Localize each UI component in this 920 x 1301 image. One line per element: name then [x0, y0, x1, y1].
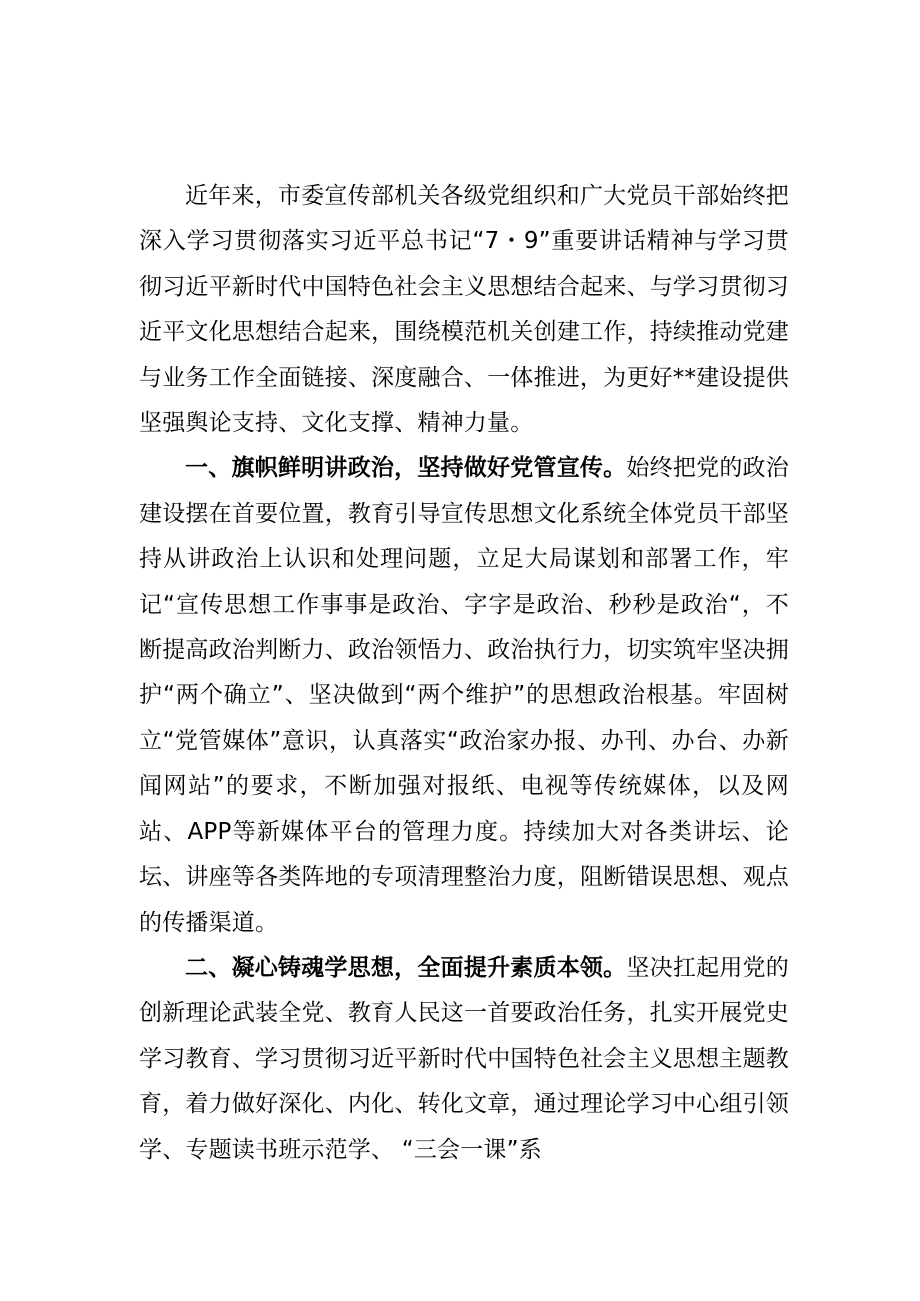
intro-paragraph [139, 174, 789, 446]
section-2-text: 坚决扛起用党的创新理论武装全党、教育人民这一首要政治任务，扎实开展党史学习教育、学习贯彻习近平新时代中国特色社会主义思想主题教育，着力做好深化、内化、转化文章，通过理论学习中心组引领学、专题读书班示范学、 “三会一课”系 [139, 954, 789, 1163]
section-1-text: 始终把党的政治建设摆在首要位置，教育引导宣传思想文化系统全体党员干部坚持从讲政治上认识和处理问题，立足大局谋划和部署工作，牢记“宣传思想工作事事是政治、字字是政治、秒秒是政治“，不断提高政治判断力、政治领悟力、政治执行力，切实筑牢坚决拥护“两个确立”、坚决做到“两个维护”的思想政治根基。牢固树立“党管媒体”意识，认真落实“政治家办报、办刊、办台、办新闻网站”的要求，不断加强对报纸、电视等传统媒体，以及网站、APP等新媒体平台的管理力度。持续加大对各类讲坛、论坛、讲座等各类阵地的专项清理整治力度，阻断错误思想、观点的传播渠道。 [139, 455, 789, 936]
document-body [139, 174, 789, 1173]
section-2-heading: 二、凝心铸魂学思想，全面提升素质本领。 [185, 954, 627, 981]
intro-text: 近年来，市委宣传部机关各级党组织和广大党员干部始终把深入学习贯彻落实习近平总书记“7・9”重要讲话精神与学习贯彻习近平新时代中国特色社会主义思想结合起来、与学习贯彻习近平文化思想结合起来，围绕模范机关创建工作，持续推动党建与业务工作全面链接、深度融合、一体推进，为更好**建设提供坚强舆论支持、文化支撑、精神力量。 [139, 183, 789, 437]
section-1-heading: 一、旗帜鲜明讲政治，坚持做好党管宣传。 [185, 455, 627, 482]
section-2-paragraph [139, 946, 789, 1173]
section-1-paragraph [139, 446, 789, 945]
